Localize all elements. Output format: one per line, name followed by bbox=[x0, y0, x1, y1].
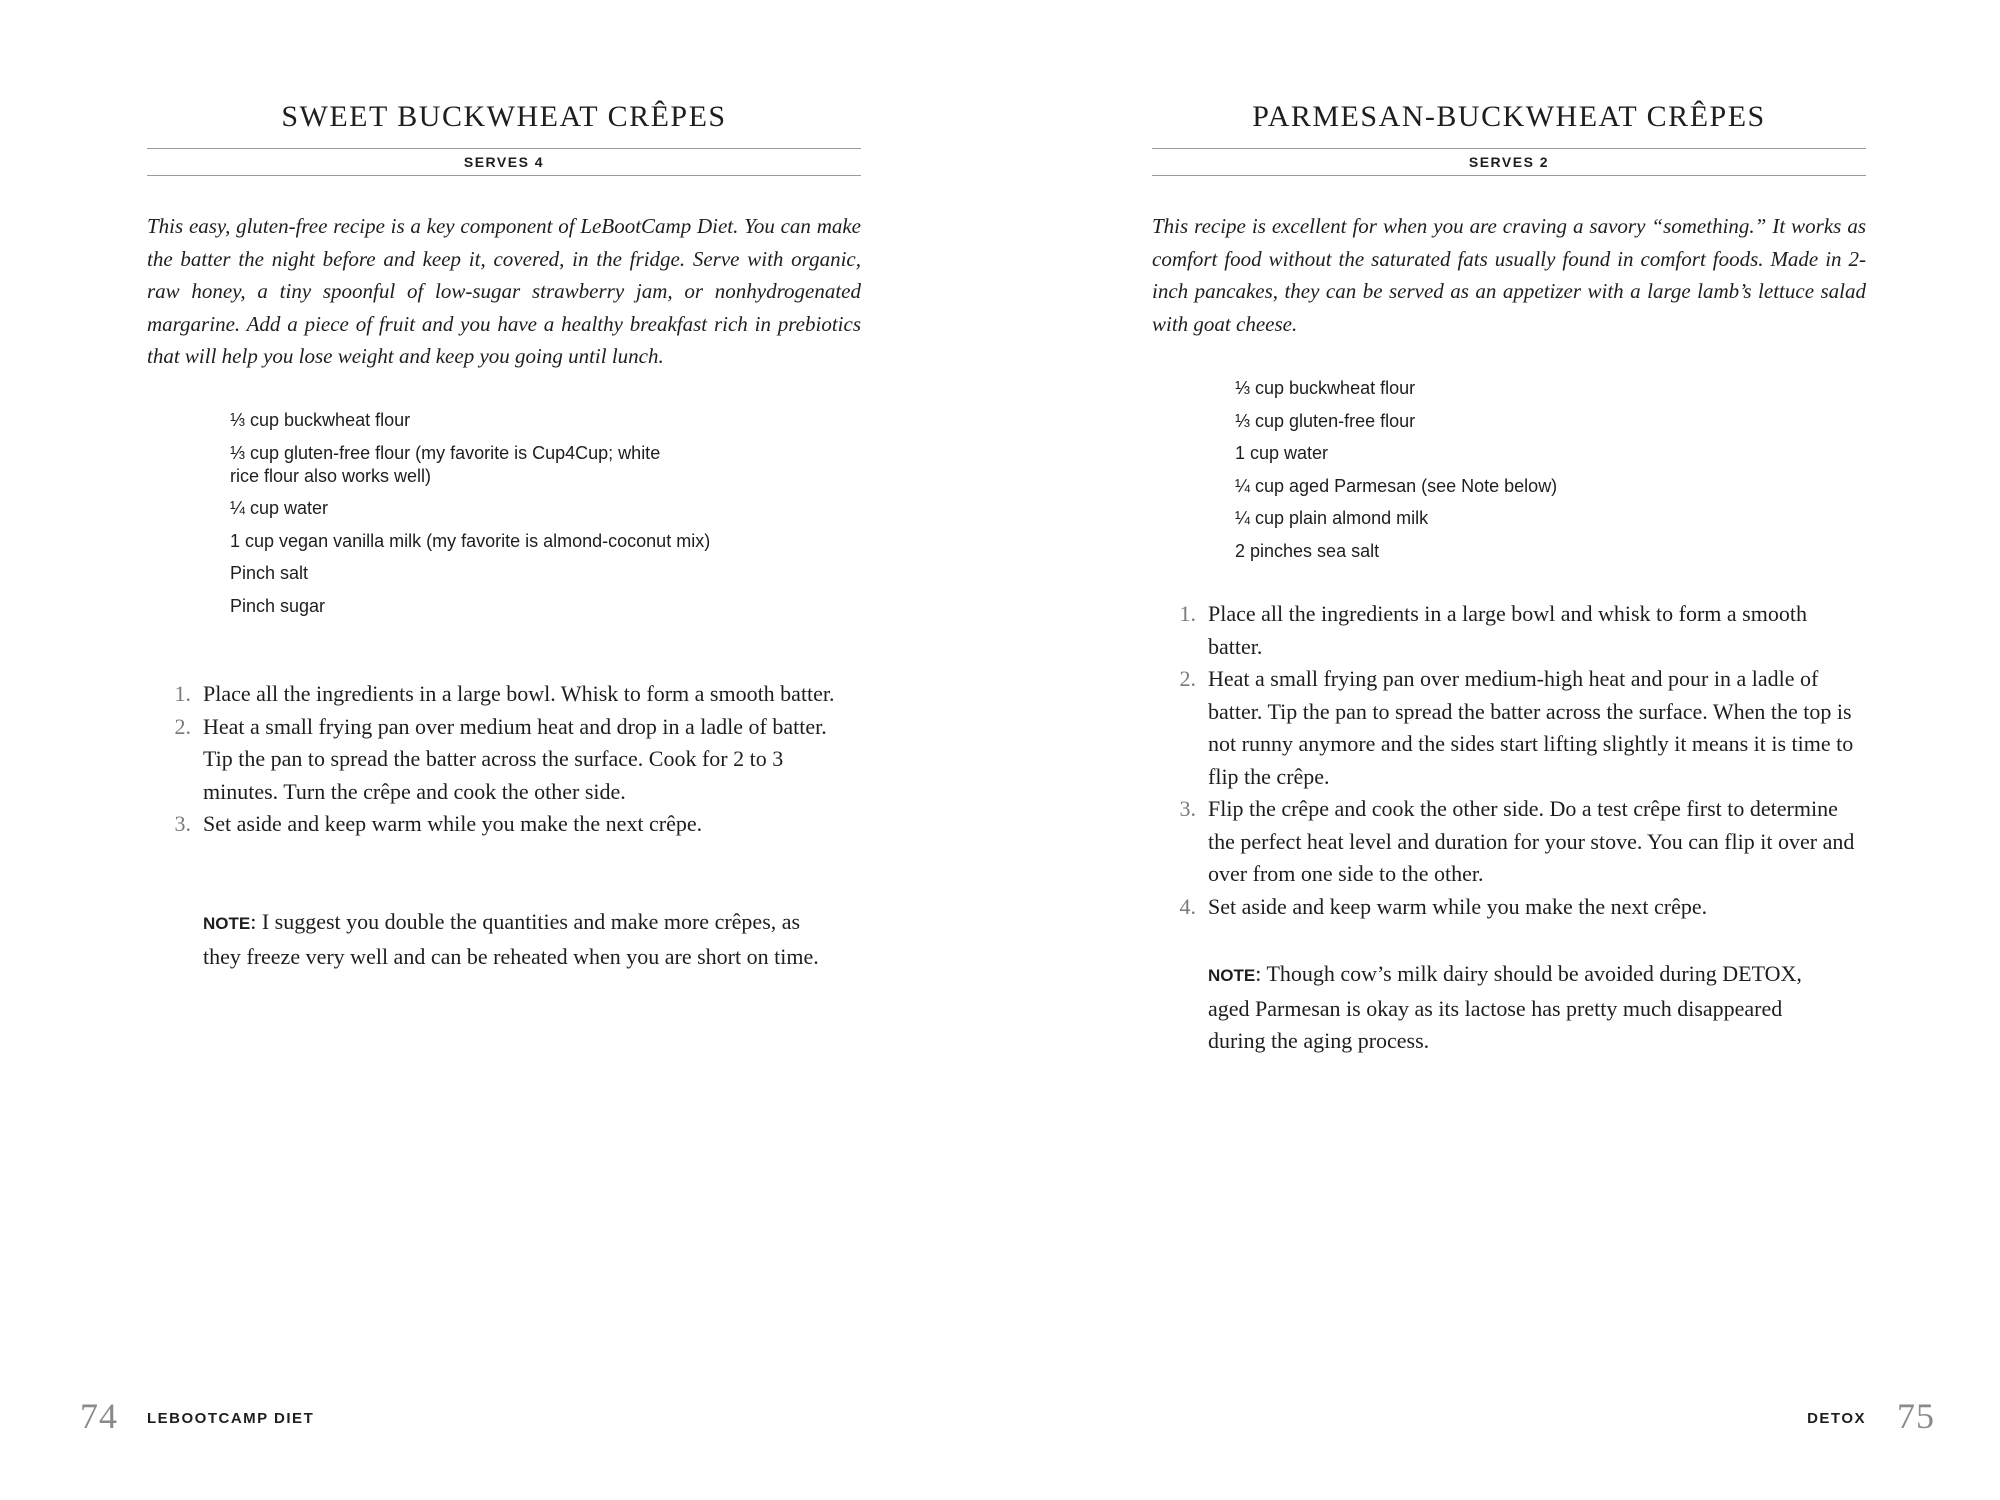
note-label: NOTE bbox=[1208, 966, 1256, 985]
step-number: 2. bbox=[1179, 666, 1196, 691]
step-number: 1. bbox=[174, 681, 191, 706]
recipe-title: SWEET BUCKWHEAT CRÊPES bbox=[281, 100, 727, 133]
method-step bbox=[1152, 598, 1866, 663]
step-text: Place all the ingredients in a large bowl. Whisk to form a smooth batter. bbox=[203, 681, 835, 706]
ingredient-item: Pinch salt bbox=[230, 563, 309, 583]
step-text: Set aside and keep warm while you make the next crêpe. bbox=[1208, 893, 1708, 919]
page-number-right: 75 bbox=[1897, 1396, 1935, 1436]
ingredient-item: Pinch sugar bbox=[230, 595, 326, 616]
method-step bbox=[147, 678, 847, 711]
method-step bbox=[1152, 663, 1866, 793]
step-text: Heat a small frying pan over medium-high heat and pour in a ladle of batter. Tip the pan to spread the batter across the surface. When the top is not runny anymore and the sides start lifting slightly it means it is time to flip the crêpe. bbox=[1208, 666, 1854, 789]
page-number-left: 74 bbox=[80, 1396, 118, 1436]
right-page bbox=[1152, 0, 1866, 1500]
ingredient-item: ¼ cup aged Parmesan (see Note below) bbox=[1235, 475, 1558, 496]
serves-label: SERVES 2 bbox=[1152, 148, 1866, 176]
recipe-note bbox=[1208, 958, 1828, 1058]
step-text: Place all the ingredients in a large bowl and whisk to form a smooth batter. bbox=[1208, 601, 1807, 659]
ingredient-item: 2 pinches sea salt bbox=[1235, 540, 1380, 561]
recipe-intro: This recipe is excellent for when you are craving a savory “something.” It works as comfort food without the saturated fats usually found in comfort foods. Made in 2-inch pancakes, they can be served as an appetizer with a large lamb’s lettuce salad with goat cheese. bbox=[1152, 214, 1866, 336]
step-number: 4. bbox=[1179, 893, 1196, 919]
recipe-intro: This easy, gluten-free recipe is a key component of LeBootCamp Diet. You can make the batter the night before and keep it, covered, in the fridge. Serve with organic, raw honey, a tiny spoonful of low-sugar strawberry jam, or nonhydrogenated margarine. Add a piece of fruit and you have a healthy breakfast rich in prebiotics that will help you lose weight and keep you going until lunch. bbox=[147, 214, 861, 368]
method-step bbox=[1152, 793, 1866, 891]
step-text: Heat a small frying pan over medium heat and drop in a ladle of batter. Tip the pan to spread the batter across the surface. Cook for 2 to 3 minutes. Turn the crêpe and cook the other side. bbox=[203, 713, 827, 804]
note-label: NOTE bbox=[203, 914, 251, 933]
ingredient-item: 1 cup vegan vanilla milk (my favorite is almond-coconut mix) bbox=[230, 530, 711, 551]
ingredient-list bbox=[230, 409, 750, 627]
ingredient-item: ¼ cup water bbox=[230, 498, 329, 518]
ingredient-item: ¼ cup plain almond milk bbox=[1235, 508, 1429, 528]
step-number: 3. bbox=[1179, 796, 1196, 821]
step-number: 3. bbox=[174, 811, 191, 836]
left-page bbox=[147, 0, 861, 1500]
recipe-note bbox=[203, 906, 823, 973]
serves-label: SERVES 4 bbox=[147, 148, 861, 176]
method-step bbox=[1152, 891, 1866, 924]
ingredient-item: 1 cup water bbox=[1235, 443, 1329, 463]
running-head-right: DETOX bbox=[1807, 1410, 1866, 1427]
ingredient-item: ⅓ cup gluten-free flour (my favorite is Cup4Cup; white rice flour also works well) bbox=[230, 442, 661, 486]
note-text: : I suggest you double the quantities and make more crêpes, as they freeze very well and can be reheated when you are short on time. bbox=[203, 909, 819, 969]
step-number: 2. bbox=[174, 713, 191, 739]
recipe-title: PARMESAN-BUCKWHEAT CRÊPES bbox=[1252, 100, 1766, 133]
method-step bbox=[147, 711, 847, 809]
running-head-left: LEBOOTCAMP DIET bbox=[147, 1410, 315, 1427]
ingredient-item: ⅓ cup gluten-free flour bbox=[1235, 410, 1416, 431]
step-text: Set aside and keep warm while you make the next crêpe. bbox=[203, 811, 703, 836]
method-steps bbox=[147, 678, 847, 841]
step-text: Flip the crêpe and cook the other side. Do a test crêpe first to determine the perfect heat level and duration for your stove. You can flip it over and over from one side to the other. bbox=[1208, 796, 1855, 886]
ingredient-item: ⅓ cup buckwheat flour bbox=[230, 410, 411, 430]
ingredient-item: ⅓ cup buckwheat flour bbox=[1235, 378, 1416, 398]
note-text: : Though cow’s milk dairy should be avoided during DETOX, aged Parmesan is okay as its lactose has pretty much disappeared during the aging process. bbox=[1208, 961, 1802, 1053]
method-step bbox=[147, 808, 847, 841]
ingredient-list bbox=[1235, 377, 1755, 572]
step-number: 1. bbox=[1179, 601, 1196, 626]
method-steps bbox=[1152, 598, 1866, 923]
